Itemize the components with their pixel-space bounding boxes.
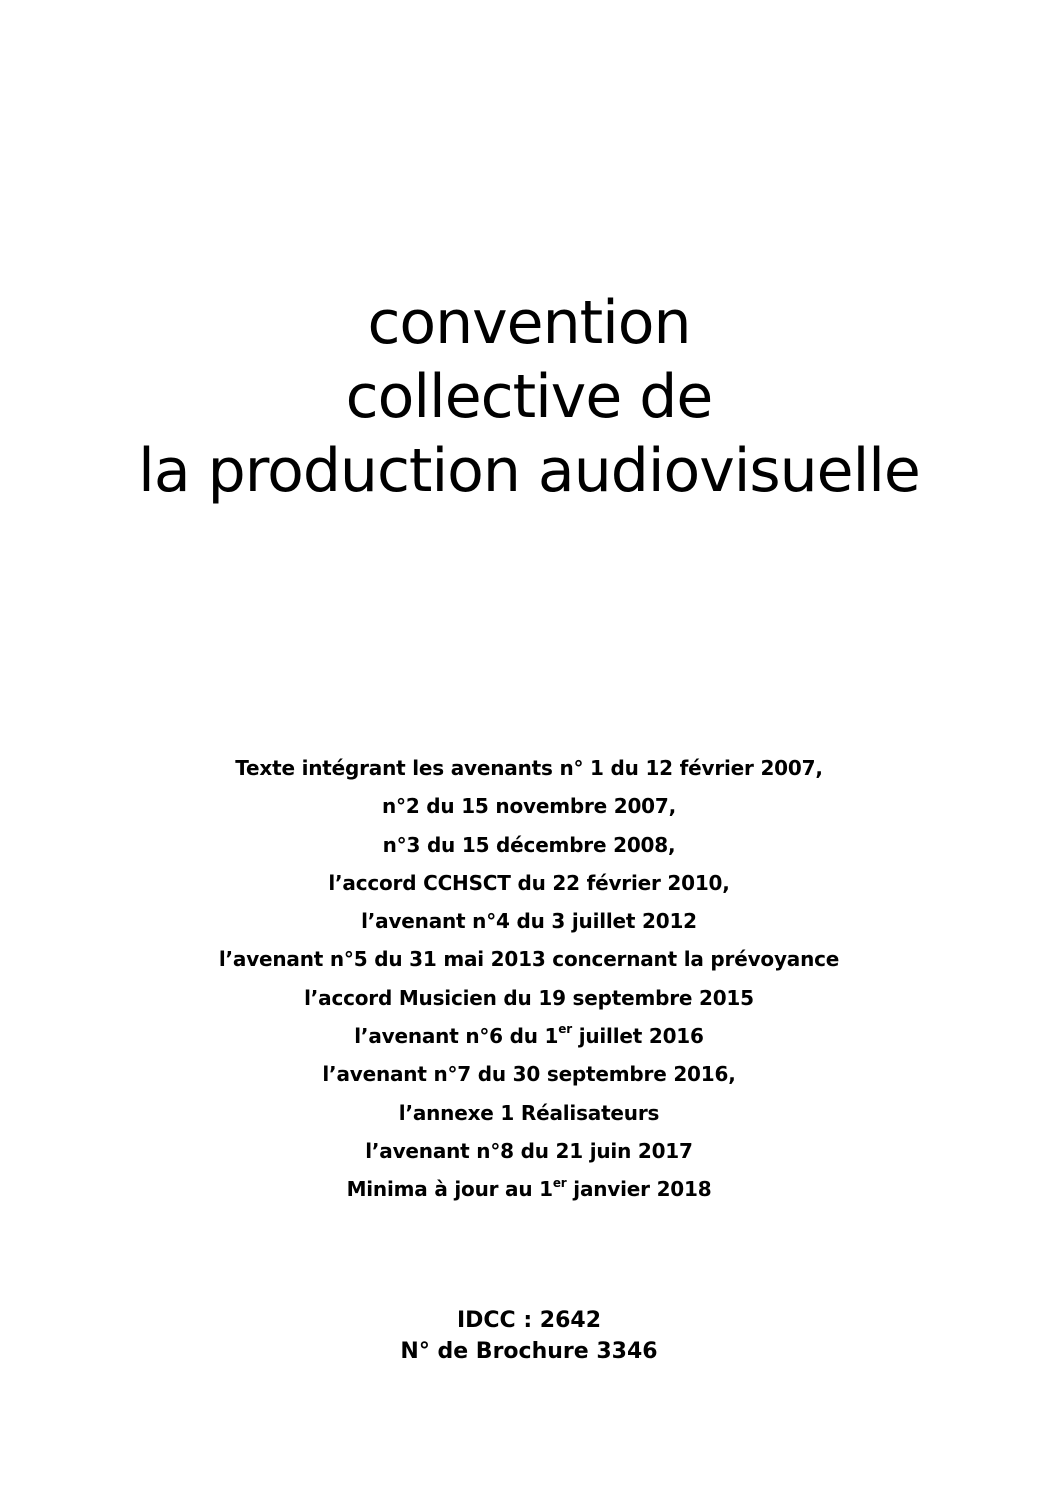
amendment-line <box>0 1170 1058 1208</box>
amendment-line: n°3 du 15 décembre 2008, <box>382 832 676 857</box>
amendment-line <box>0 1017 1058 1055</box>
amendment-line: Texte intégrant les avenants n° 1 du 12 février 2007, <box>235 756 823 780</box>
brochure-number: N° de Brochure 3346 <box>400 1339 658 1364</box>
amendment-text: janvier 2018 <box>566 1177 712 1202</box>
amendment-line: l’accord Musicien du 19 septembre 2015 <box>304 985 754 1010</box>
amendment-line: l’accord CCHSCT du 22 février 2010, <box>328 870 730 895</box>
document-identifiers <box>0 1305 1058 1367</box>
amendment-line: n°2 du 15 novembre 2007, <box>381 794 677 819</box>
idcc-number: IDCC : 2642 <box>456 1308 602 1333</box>
ordinal-superscript: er <box>552 1175 567 1190</box>
amendment-line: l’annexe 1 Réalisateurs <box>398 1100 660 1125</box>
amendment-line: l’avenant n°8 du 21 juin 2017 <box>365 1138 693 1163</box>
amendment-line: l’avenant n°4 du 3 juillet 2012 <box>361 909 697 934</box>
amendment-text: l’avenant n°6 du 1 <box>354 1024 559 1049</box>
amendment-line: l’avenant n°7 du 30 septembre 2016, <box>322 1062 736 1087</box>
amendment-text: juillet 2016 <box>571 1024 704 1049</box>
amendment-line: l’avenant n°5 du 31 mai 2013 concernant la prévoyance <box>218 947 840 972</box>
title-line: convention <box>367 288 691 358</box>
title-line: collective de <box>345 362 713 432</box>
title-line: la production audiovisuelle <box>138 436 920 506</box>
document-title <box>0 286 1058 508</box>
amendments-list <box>0 749 1058 1209</box>
amendment-text: Minima à jour au 1 <box>346 1177 553 1202</box>
ordinal-superscript: er <box>558 1022 572 1037</box>
